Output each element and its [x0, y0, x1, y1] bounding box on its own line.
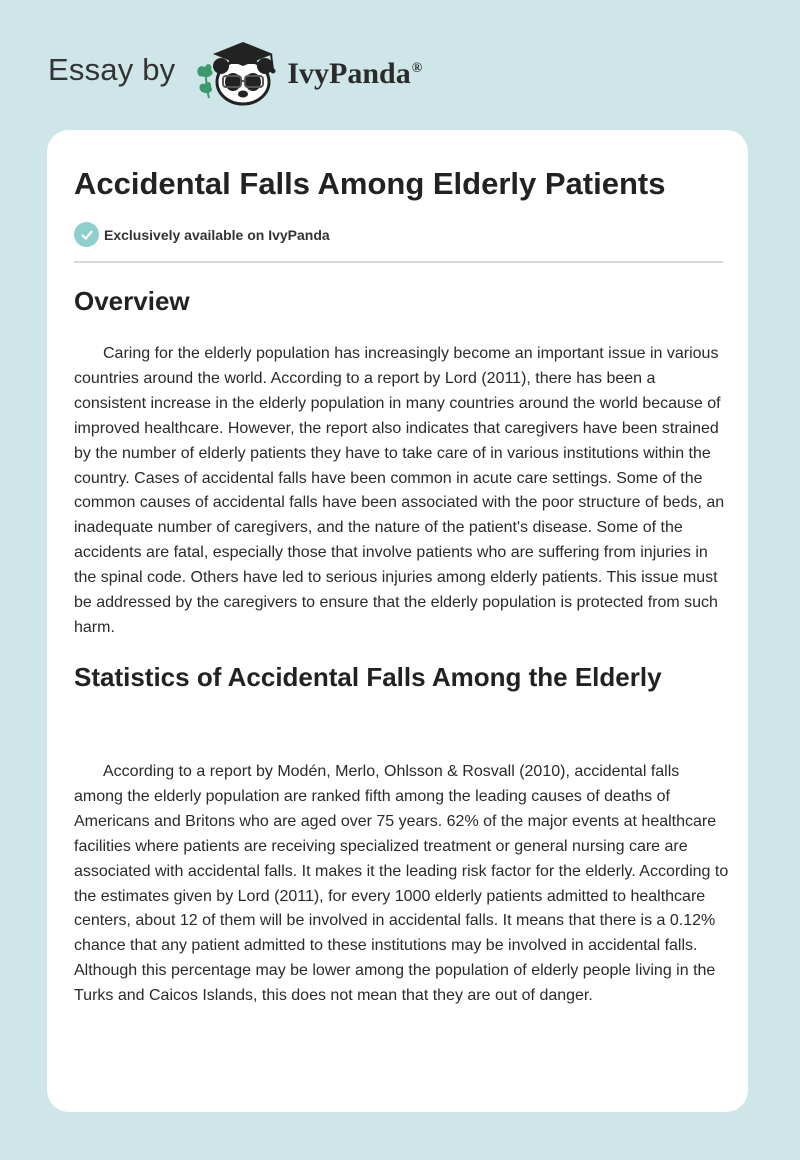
registered-mark: ® [411, 61, 423, 76]
essay-by-label: Essay by [48, 52, 176, 87]
essay-card [47, 130, 748, 1112]
site-header [48, 36, 422, 108]
section-heading-statistics: Statistics of Accidental Falls Among the Elderly [74, 662, 662, 692]
section-paragraph-overview: Caring for the elderly population has increasingly become an important issue in various countries around the world. According to a report by Lord (2011), there has been a consistent increase in the elderly population in many countries around the world because of improved healthcare. However, the report also indicates that caregivers have been strained by the number of elderly patients they have to take care of in various institutions within the country. Cases of accidental falls have been common in acute care settings. Some of the common causes of accidental falls have been associated with the poor structure of beds, an inadequate number of caregivers, and the nature of the patient's disease. Some of the accidents are fatal, especially those that involve patients who are suffering from injuries in the spinal code. Others have led to serious injuries among elderly patients. This issue must be addressed by the caregivers to ensure that the elderly population is protected from such harm. [74, 345, 725, 636]
ivypanda-logo-icon[interactable] [193, 36, 281, 108]
checkmark-icon [74, 222, 99, 247]
section-heading-overview: Overview [74, 286, 190, 316]
title-divider [74, 261, 723, 263]
ivypanda-brand-name[interactable] [287, 57, 422, 91]
section-paragraph-statistics: According to a report by Modén, Merlo, Ohlsson & Rosvall (2010), accidental falls among the elderly population are ranked fifth among the leading causes of deaths of Americans and Britons who are aged over 75 years. 62% of the major events at healthcare facilities where patients are receiving specialized treatment or general nursing care are associated with accidental falls. It makes it the leading risk factor for the elderly. According to the estimates given by Lord (2011), for every 1000 elderly patients admitted to healthcare centers, about 12 of them will be involved in accidental falls. It means that there is a 0.12% chance that any patient admitted to these institutions may be involved in accidental falls. Although this percentage may be lower among the population of elderly people living in the Turks and Caicos Islands, this does not mean that they are out of danger. [74, 763, 729, 1005]
brand-name-text: IvyPanda [287, 57, 411, 90]
exclusive-badge [74, 222, 330, 247]
exclusive-badge-text: Exclusively available on IvyPanda [104, 226, 330, 243]
essay-title: Accidental Falls Among Elderly Patients [74, 166, 666, 201]
